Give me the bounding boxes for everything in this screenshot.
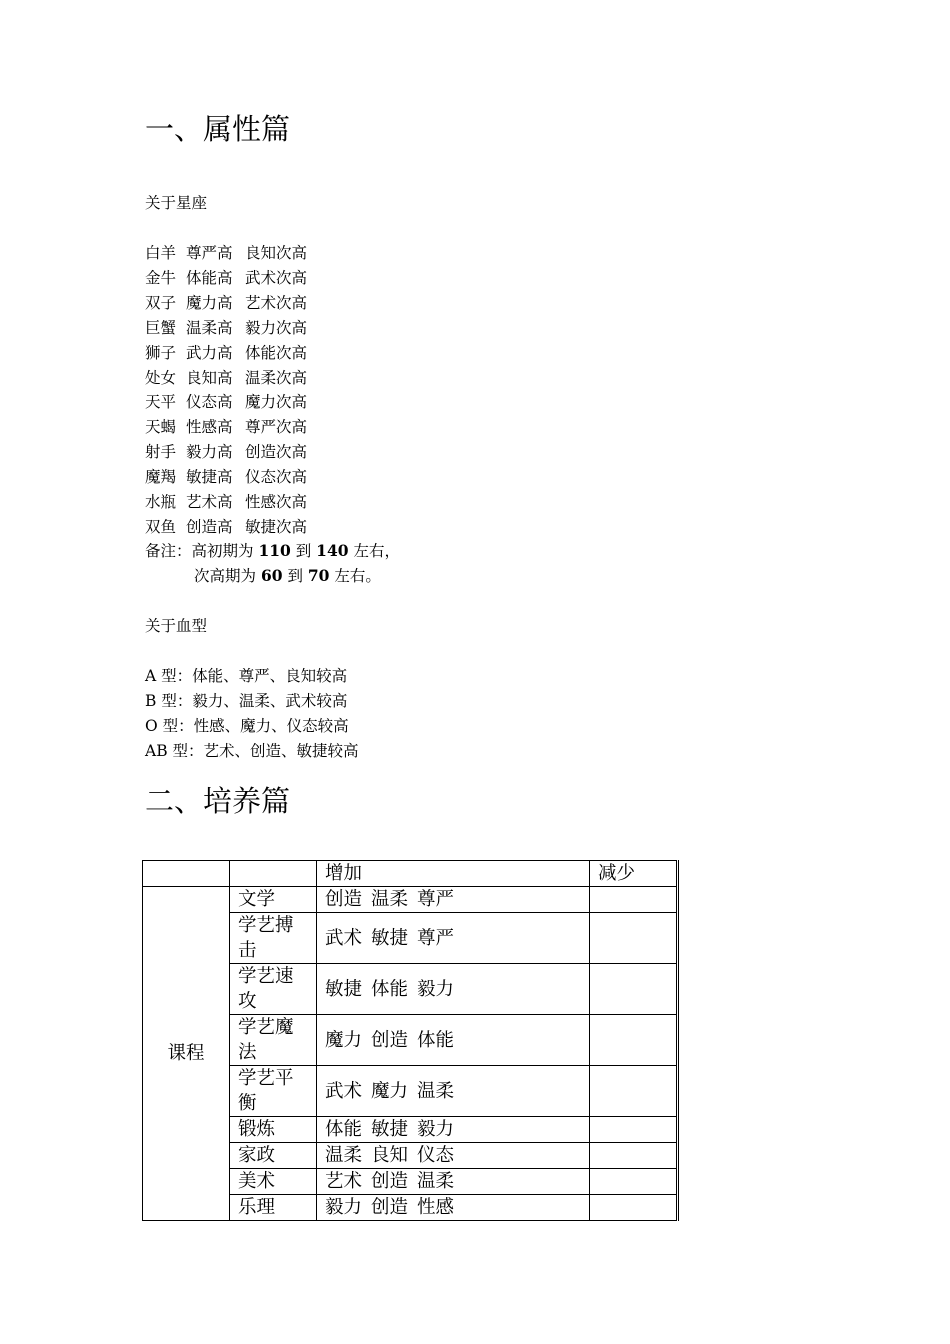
- increase-cell: [317, 1015, 590, 1066]
- zodiac-high: 魔力高: [186, 293, 233, 312]
- increase-attr: 温柔: [417, 1171, 455, 1192]
- table-header-row: [143, 861, 678, 887]
- zodiac-second: 性感次高: [245, 493, 308, 511]
- increase-attr: 创造: [371, 1171, 409, 1192]
- increase-attr: 仪态: [417, 1145, 455, 1166]
- zodiac-high: 温柔高: [186, 318, 233, 337]
- increase-attr: 毅力: [417, 978, 455, 1000]
- zodiac-row: [145, 293, 307, 313]
- course-name-cell: 学艺搏击: [230, 913, 317, 964]
- zodiac-second: 创造次高: [245, 443, 308, 462]
- course-name-cell: 美术: [230, 1169, 317, 1195]
- zodiac-second: 良知次高: [245, 244, 308, 262]
- zodiac-high: 创造高: [186, 517, 233, 536]
- zodiac-row: [145, 492, 307, 512]
- decrease-cell: [590, 964, 678, 1015]
- zodiac-high: 武力高: [186, 343, 233, 362]
- note-number: 110: [258, 541, 291, 560]
- increase-attr: 尊严: [417, 889, 455, 910]
- section1-title: 一、属性篇: [145, 112, 291, 146]
- increase-attr: 魔力: [371, 1080, 409, 1102]
- zodiac-row: [145, 517, 307, 537]
- decrease-cell: [590, 1117, 678, 1143]
- zodiac-high: 艺术高: [186, 493, 233, 511]
- increase-attr: 毅力: [325, 1197, 363, 1218]
- zodiac-high: 良知高: [186, 368, 233, 387]
- zodiac-row: [145, 318, 307, 338]
- zodiac-row: [145, 417, 307, 437]
- blood-row: B 型：毅力、温柔、武术较高: [145, 692, 348, 710]
- zodiac-sign: 白羊: [145, 244, 177, 262]
- increase-attr: 体能: [417, 1029, 455, 1051]
- course-name-cell: 乐理: [230, 1195, 317, 1221]
- decrease-cell: [590, 1195, 678, 1221]
- increase-attr: 尊严: [417, 927, 455, 949]
- zodiac-second: 武术次高: [245, 268, 308, 287]
- zodiac-second: 体能次高: [245, 343, 308, 362]
- zodiac-sign: 射手: [145, 443, 177, 462]
- increase-attr: 创造: [371, 1197, 409, 1218]
- increase-attr: 敏捷: [325, 978, 363, 1000]
- note-line-2: [194, 566, 381, 586]
- increase-attr: 创造: [371, 1029, 409, 1051]
- zodiac-row: [145, 392, 307, 412]
- increase-attr: 温柔: [325, 1145, 363, 1166]
- increase-attr: 武术: [325, 1080, 363, 1102]
- zodiac-sign: 巨蟹: [145, 318, 177, 337]
- table-row: [143, 887, 678, 913]
- increase-attr: 温柔: [371, 889, 409, 910]
- zodiac-second: 艺术次高: [245, 293, 308, 312]
- zodiac-second: 仪态次高: [245, 468, 308, 487]
- zodiac-second: 毅力次高: [245, 318, 308, 337]
- zodiac-high: 毅力高: [186, 443, 233, 462]
- increase-cell: [317, 1195, 590, 1221]
- course-name-cell: 学艺速攻: [230, 964, 317, 1015]
- increase-attr: 毅力: [417, 1119, 455, 1140]
- zodiac-sign: 天平: [145, 393, 177, 412]
- course-table: [142, 860, 679, 1221]
- note-number: 60: [260, 566, 283, 585]
- decrease-cell: [590, 1066, 678, 1117]
- course-name-cell: 文学: [230, 887, 317, 913]
- zodiac-row: [145, 442, 307, 462]
- note-prefix: 备注：: [145, 542, 192, 560]
- zodiac-second: 尊严次高: [245, 418, 308, 437]
- note-number: 70: [307, 566, 330, 585]
- course-name-cell: 锻炼: [230, 1117, 317, 1143]
- increase-cell: [317, 1143, 590, 1169]
- zodiac-sign: 双子: [145, 293, 177, 312]
- header-increase: 增加: [317, 861, 590, 887]
- section2-title: 二、培养篇: [145, 784, 291, 818]
- increase-attr: 武术: [325, 927, 363, 949]
- zodiac-high: 尊严高: [186, 244, 233, 262]
- course-name-cell: 学艺魔法: [230, 1015, 317, 1066]
- blood-row: A 型：体能、尊严、良知较高: [145, 667, 348, 685]
- blood-heading: 关于血型: [145, 617, 208, 635]
- increase-cell: [317, 1169, 590, 1195]
- zodiac-high: 体能高: [186, 268, 233, 287]
- zodiac-high: 性感高: [186, 418, 233, 437]
- zodiac-sign: 水瓶: [145, 493, 177, 511]
- group-label-cell: 课程: [143, 887, 230, 1221]
- note-text: 左右。: [329, 567, 381, 585]
- zodiac-second: 温柔次高: [245, 368, 308, 387]
- header-decrease: 减少: [590, 861, 678, 887]
- header-cell: [230, 861, 317, 887]
- note-line-1: [145, 541, 400, 561]
- note-number: 140: [316, 541, 349, 560]
- decrease-cell: [590, 1015, 678, 1066]
- note-text: 次高期为: [194, 567, 261, 585]
- increase-attr: 敏捷: [371, 1119, 409, 1140]
- increase-attr: 体能: [371, 978, 409, 1000]
- zodiac-high: 敏捷高: [186, 468, 233, 487]
- zodiac-sign: 双鱼: [145, 517, 177, 536]
- zodiac-second: 敏捷次高: [245, 517, 308, 536]
- zodiac-heading: 关于星座: [145, 194, 208, 212]
- increase-cell: [317, 1066, 590, 1117]
- zodiac-sign: 狮子: [145, 343, 177, 362]
- header-cell: [143, 861, 230, 887]
- decrease-cell: [590, 1169, 678, 1195]
- course-name-cell: 家政: [230, 1143, 317, 1169]
- zodiac-row: [145, 243, 307, 263]
- zodiac-high: 仪态高: [186, 393, 233, 412]
- zodiac-sign: 魔羯: [145, 468, 177, 487]
- zodiac-sign: 金牛: [145, 268, 177, 287]
- blood-row: AB 型：艺术、创造、敏捷较高: [145, 742, 359, 760]
- increase-cell: [317, 913, 590, 964]
- zodiac-second: 魔力次高: [245, 393, 308, 412]
- increase-attr: 体能: [325, 1119, 363, 1140]
- note-text: 到: [290, 542, 317, 560]
- decrease-cell: [590, 913, 678, 964]
- zodiac-row: [145, 368, 307, 388]
- increase-attr: 魔力: [325, 1029, 363, 1051]
- zodiac-sign: 处女: [145, 368, 177, 387]
- blood-row: O 型：性感、魔力、仪态较高: [145, 717, 349, 735]
- note-text: 到: [282, 567, 308, 585]
- zodiac-row: [145, 268, 307, 288]
- zodiac-sign: 天蝎: [145, 418, 177, 437]
- note-text: 高初期为: [191, 542, 259, 560]
- zodiac-row: [145, 467, 307, 487]
- increase-cell: [317, 887, 590, 913]
- increase-attr: 性感: [417, 1197, 455, 1218]
- increase-cell: [317, 1117, 590, 1143]
- decrease-cell: [590, 1143, 678, 1169]
- course-name-cell: 学艺平衡: [230, 1066, 317, 1117]
- increase-cell: [317, 964, 590, 1015]
- increase-attr: 温柔: [417, 1080, 455, 1102]
- note-text: 左右，: [348, 542, 400, 560]
- zodiac-row: [145, 343, 307, 363]
- increase-attr: 艺术: [325, 1171, 363, 1192]
- increase-attr: 创造: [325, 889, 363, 910]
- increase-attr: 敏捷: [371, 927, 409, 949]
- decrease-cell: [590, 887, 678, 913]
- increase-attr: 良知: [371, 1145, 409, 1166]
